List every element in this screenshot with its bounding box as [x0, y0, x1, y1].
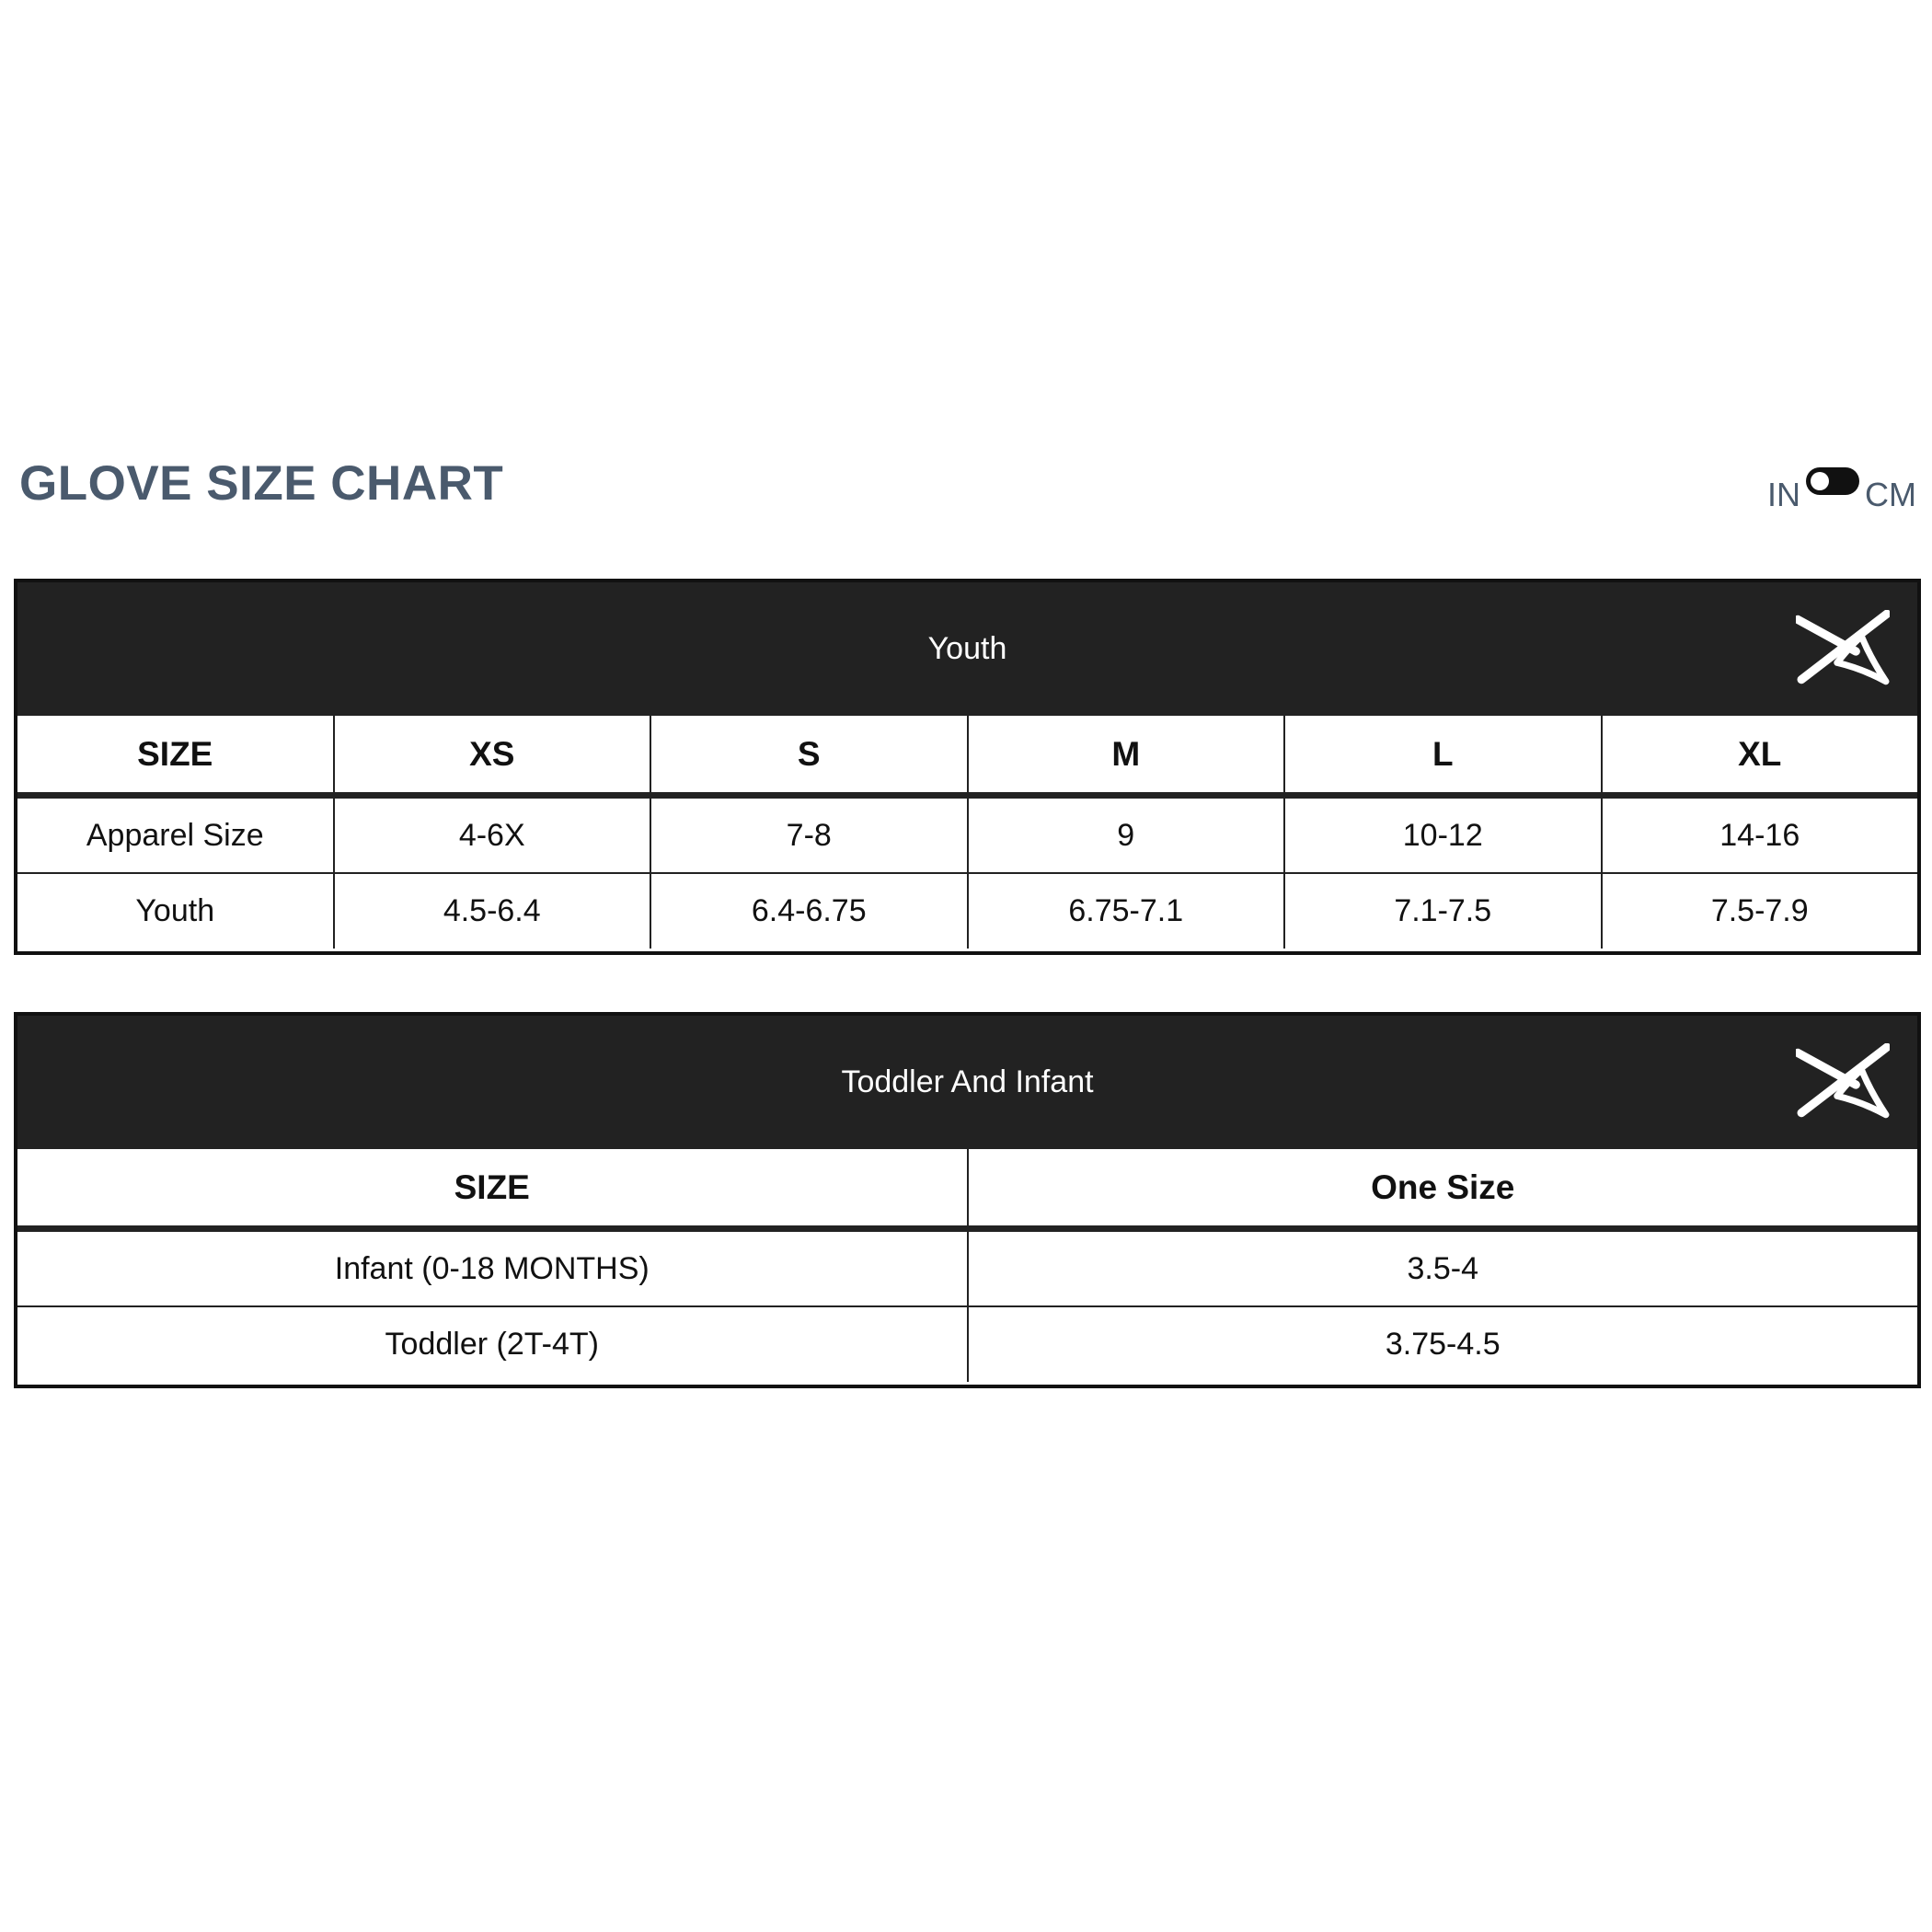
table-cell: 7.5-7.9 [1710, 893, 1809, 928]
table-header-band [17, 1016, 1917, 1149]
table-cell: Infant (0-18 MONTHS) [17, 1232, 969, 1305]
header-cell: XS [335, 716, 652, 792]
header-cell: XL [1738, 734, 1782, 773]
table-cell: 4.5-6.4 [335, 874, 652, 949]
header-cell: One Size [1371, 1167, 1515, 1206]
header-cell: S [651, 716, 969, 792]
table-row [17, 874, 1917, 949]
table-title: Toddler And Infant [841, 1064, 1094, 1099]
header-cell: M [969, 716, 1286, 792]
header-cell: SIZE [17, 1149, 969, 1225]
header-cell: SIZE [17, 716, 335, 792]
unit-toggle[interactable] [1806, 467, 1859, 495]
table-header-row [17, 1149, 1917, 1232]
youth-size-table [14, 579, 1921, 955]
table-header-band [17, 582, 1917, 716]
brand-logo-icon [1796, 1043, 1890, 1121]
unit-label-in[interactable]: IN [1767, 476, 1800, 513]
table-cell: 6.4-6.75 [651, 874, 969, 949]
table-row [17, 799, 1917, 874]
table-cell: Apparel Size [17, 799, 335, 872]
brand-logo-icon [1796, 610, 1890, 687]
table-cell: 6.75-7.1 [969, 874, 1286, 949]
header-cell: L [1285, 716, 1603, 792]
table-title: Youth [927, 631, 1007, 666]
table-cell: 10-12 [1285, 799, 1603, 872]
table-cell: 3.5-4 [1407, 1250, 1478, 1286]
unit-label-cm[interactable]: CM [1865, 476, 1916, 513]
unit-switch [1767, 460, 1916, 530]
table-header-row [17, 716, 1917, 799]
toggle-knob [1811, 472, 1829, 490]
toddler-infant-size-table [14, 1012, 1921, 1388]
table-cell: 9 [969, 799, 1286, 872]
table-cell: 14-16 [1719, 817, 1800, 853]
table-cell: Toddler (2T-4T) [17, 1307, 969, 1382]
table-row [17, 1307, 1917, 1382]
table-cell: 4-6X [335, 799, 652, 872]
table-cell: 7-8 [651, 799, 969, 872]
table-cell: Youth [17, 874, 335, 949]
table-row [17, 1232, 1917, 1307]
page-title: GLOVE SIZE CHART [19, 456, 504, 511]
table-cell: 7.1-7.5 [1285, 874, 1603, 949]
table-cell: 3.75-4.5 [1385, 1327, 1501, 1362]
